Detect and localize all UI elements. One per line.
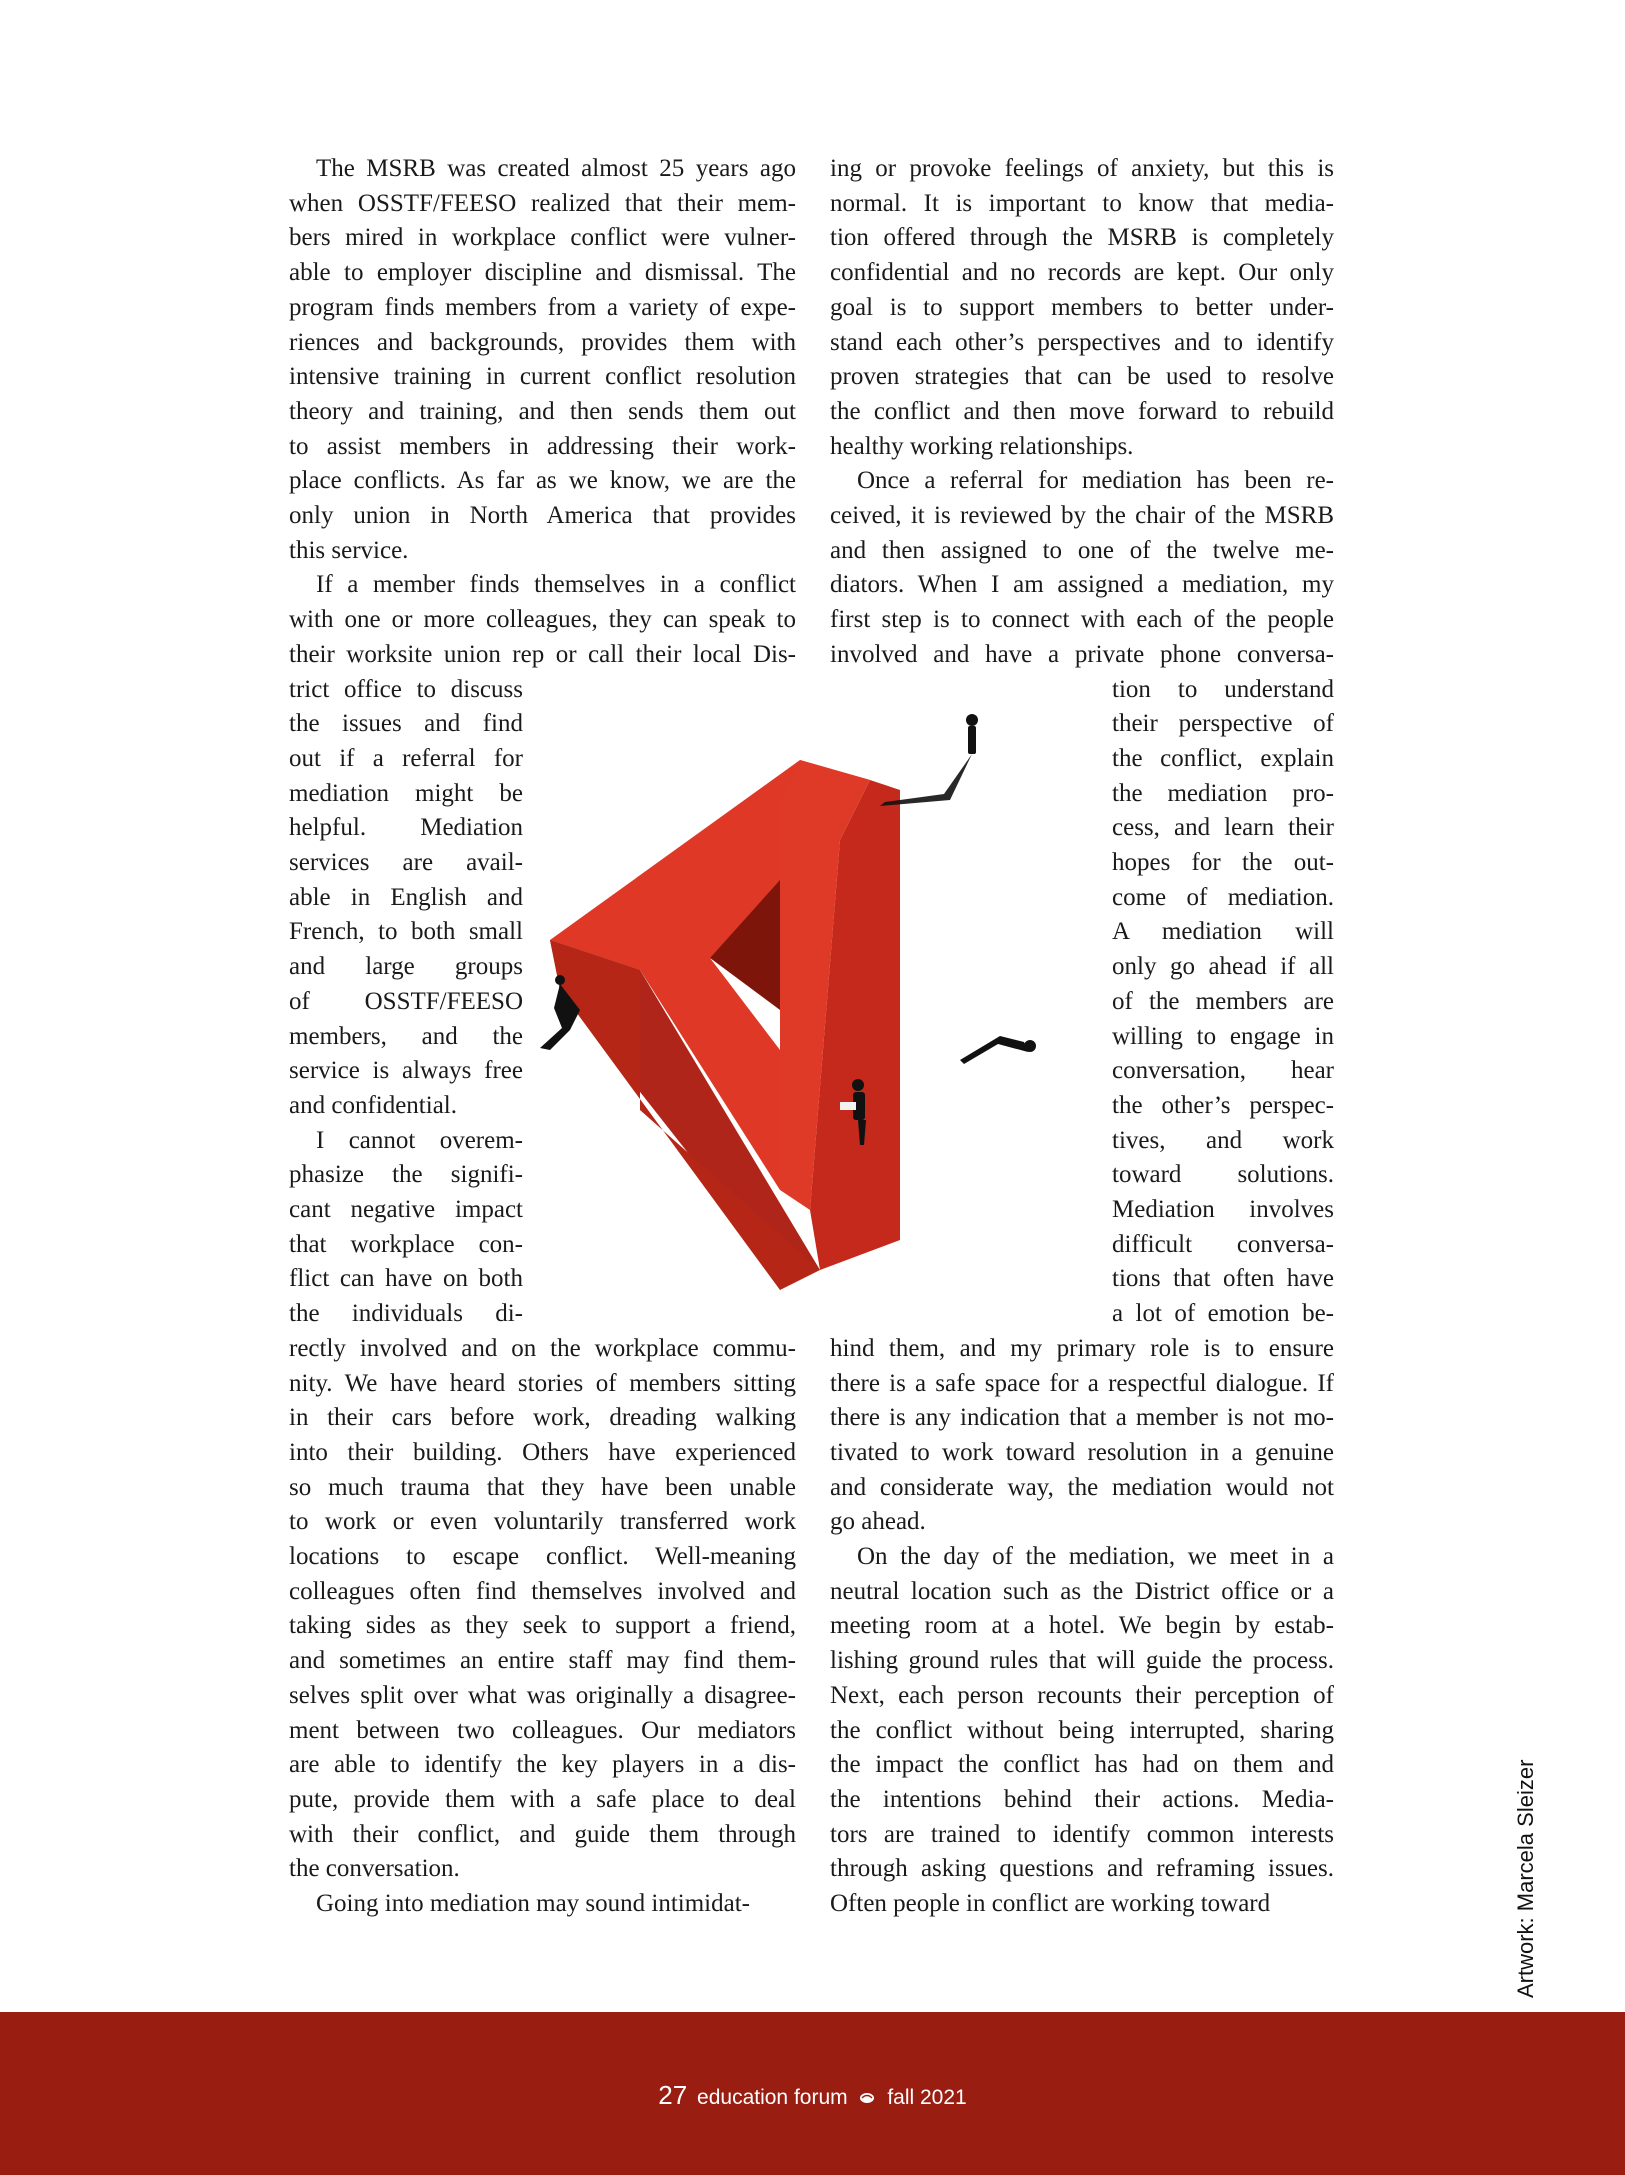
left-column-line: flict can have on both	[289, 1265, 523, 1293]
right-column-line: toward solutions.	[1112, 1161, 1334, 1189]
left-column-line: The MSRB was created almost 25 years ago	[316, 155, 796, 182]
right-column-line: through asking questions and reframing issues.	[830, 1855, 1334, 1883]
left-column-line: with one or more colleagues, they can speak to	[289, 606, 796, 634]
right-column-line: their perspective of	[1112, 710, 1334, 738]
left-column-line: taking sides as they seek to support a friend,	[289, 1612, 796, 1640]
right-column-line: neutral location such as the District office or a	[830, 1577, 1334, 1605]
right-column-line: On the day of the mediation, we meet in a	[857, 1543, 1334, 1570]
left-column-line: in their cars before work, dreading walking	[289, 1404, 796, 1432]
left-column-line: trict office to discuss	[289, 675, 523, 703]
right-column-line: conversation, hear	[1112, 1057, 1334, 1085]
left-column-line: Going into mediation may sound intimidat-	[316, 1890, 750, 1917]
left-column-line: when OSSTF/FEESO realized that their mem-	[289, 189, 796, 217]
left-column-line: pute, provide them with a safe place to deal	[289, 1785, 796, 1813]
right-column-line: go ahead.	[830, 1508, 926, 1536]
right-column-line: and then assigned to one of the twelve me-	[830, 536, 1334, 564]
left-column-line: riences and backgrounds, provides them with	[289, 328, 796, 356]
right-column-line: come of mediation.	[1112, 883, 1334, 911]
left-column-line: French, to both small	[289, 918, 523, 946]
right-column-line: the impact the conflict has had on them and	[830, 1751, 1334, 1779]
right-column-line: and considerate way, the mediation would not	[830, 1473, 1334, 1501]
right-column-line: normal. It is important to know that media-	[830, 189, 1334, 217]
left-column-line: and large groups	[289, 953, 523, 981]
right-column-line: diators. When I am assigned a mediation, my	[830, 571, 1334, 599]
right-column-line: the intentions behind their actions. Media-	[830, 1785, 1334, 1813]
left-column-line: are able to identify the key players in a dis-	[289, 1751, 796, 1779]
right-column-line: Once a referral for mediation has been re-	[857, 467, 1334, 495]
left-column-line: and confidential.	[289, 1091, 457, 1119]
left-column-line: intensive training in current conflict resolution	[289, 363, 796, 391]
right-column-line: the conflict and then move forward to rebuild	[830, 397, 1334, 425]
right-column-line: proven strategies that can be used to resolve	[830, 363, 1334, 391]
right-column-line: involved and have a private phone conversa-	[830, 640, 1334, 668]
forum-logo-icon	[859, 2092, 875, 2104]
left-column-line: phasize the signifi-	[289, 1161, 523, 1189]
impossible-triangle-illustration	[540, 690, 1070, 1290]
left-column-line: selves split over what was originally a disagree-	[289, 1681, 796, 1709]
left-column-line: the conversation.	[289, 1855, 460, 1883]
right-column-line: of the members are	[1112, 987, 1334, 1015]
right-column-line: hopes for the out-	[1112, 849, 1334, 876]
left-column-line: only union in North America that provides	[289, 502, 796, 529]
left-column-line: that workplace con-	[289, 1230, 523, 1258]
left-column-line: this service.	[289, 536, 409, 564]
left-column-line: locations to escape conflict. Well-meaning	[289, 1543, 796, 1570]
right-column-line: ceived, it is reviewed by the chair of the MSRB	[830, 502, 1334, 529]
right-column-line: tors are trained to identify common interests	[830, 1820, 1334, 1848]
left-column-line: out if a referral for	[289, 744, 523, 772]
artwork-credit: Artwork: Marcela Sleizer	[1513, 1759, 1538, 1998]
right-column-line: a lot of emotion be-	[1112, 1300, 1334, 1328]
left-column-line: ment between two colleagues. Our mediators	[289, 1716, 796, 1744]
left-column-line: rectly involved and on the workplace commu-	[289, 1334, 796, 1362]
right-column-line: lishing ground rules that will guide the process.	[830, 1647, 1334, 1675]
left-column-line: mediation might be	[289, 779, 523, 807]
left-column-line: the individuals di-	[289, 1300, 523, 1328]
right-column-line: Often people in conflict are working toward	[830, 1890, 1271, 1917]
left-column-line: If a member finds themselves in a conflict	[316, 571, 796, 599]
left-column-line: bers mired in workplace conflict were vulner-	[289, 224, 796, 252]
right-column-line: ing or provoke feelings of anxiety, but this is	[830, 155, 1334, 182]
left-column-line: of OSSTF/FEESO	[289, 987, 523, 1015]
left-column-line: service is always free	[289, 1057, 523, 1085]
left-column-line: to assist members in addressing their work-	[289, 432, 796, 460]
right-column-line: confidential and no records are kept. Our only	[830, 259, 1334, 287]
right-column-line: tion to understand	[1112, 675, 1334, 703]
right-column-line: A mediation will	[1112, 918, 1334, 946]
right-column-line: first step is to connect with each of the people	[830, 606, 1334, 634]
left-column-line: the issues and find	[289, 710, 523, 738]
left-column-line: into their building. Others have experienced	[289, 1438, 796, 1466]
right-column-line: the mediation pro-	[1112, 779, 1334, 807]
right-column-line: Next, each person recounts their perception of	[830, 1681, 1334, 1709]
page-footer	[0, 2012, 1625, 2175]
issue-date: fall 2021	[887, 2086, 967, 2109]
left-column-line: their worksite union rep or call their local Dis-	[289, 640, 796, 668]
right-column-line: tion offered through the MSRB is completely	[830, 224, 1334, 252]
right-column-line: the other’s perspec-	[1112, 1091, 1334, 1119]
left-column-line: able to employer discipline and dismissal. The	[289, 259, 796, 287]
left-column-line: so much trauma that they have been unable	[289, 1473, 796, 1501]
right-column-line: the conflict without being interrupted, sharing	[830, 1716, 1334, 1744]
right-column-line: tivated to work toward resolution in a genuine	[830, 1438, 1334, 1466]
right-column-line: stand each other’s perspectives and to identify	[830, 328, 1334, 356]
right-column-line: goal is to support members to better under-	[830, 293, 1334, 321]
left-column-line: cant negative impact	[289, 1196, 523, 1223]
left-column-line: colleagues often find themselves involved and	[289, 1577, 796, 1605]
right-column-line: Mediation involves	[1112, 1196, 1334, 1223]
right-column-line: cess, and learn their	[1112, 814, 1334, 842]
right-column-line: difficult conversa-	[1112, 1230, 1334, 1258]
left-column-line: place conflicts. As far as we know, we are the	[289, 467, 796, 495]
right-column-line: the conflict, explain	[1112, 744, 1334, 772]
left-column-line: helpful. Mediation	[289, 814, 523, 842]
left-column-line: members, and the	[289, 1022, 523, 1050]
right-column-line: tions that often have	[1112, 1265, 1334, 1293]
right-column-line: tives, and work	[1112, 1126, 1334, 1154]
left-column-line: I cannot overem-	[316, 1126, 523, 1154]
right-column-line: hind them, and my primary role is to ensure	[830, 1334, 1334, 1362]
page-number: 27	[658, 2080, 688, 2110]
left-column-line: with their conflict, and guide them through	[289, 1820, 796, 1848]
left-column-line: program finds members from a variety of expe-	[289, 293, 796, 321]
left-column-line: able in English and	[289, 883, 523, 911]
right-column-line: there is any indication that a member is not mo-	[830, 1404, 1334, 1432]
left-column-line: nity. We have heard stories of members sitting	[289, 1369, 796, 1397]
right-column-line: there is a safe space for a respectful dialogue. If	[830, 1369, 1334, 1397]
right-column-line: only go ahead if all	[1112, 953, 1334, 981]
left-column-line: theory and training, and then sends them out	[289, 397, 796, 425]
folio	[0, 2080, 1625, 2111]
right-column-line: healthy working relationships.	[830, 432, 1134, 460]
right-column-line: meeting room at a hotel. We begin by estab-	[830, 1612, 1334, 1640]
right-column-line: willing to engage in	[1112, 1022, 1334, 1050]
left-column-line: to work or even voluntarily transferred work	[289, 1508, 796, 1536]
publication-name: education forum	[697, 2086, 848, 2109]
left-column-line: services are avail-	[289, 849, 523, 876]
left-column-line: and sometimes an entire staff may find them-	[289, 1647, 796, 1675]
